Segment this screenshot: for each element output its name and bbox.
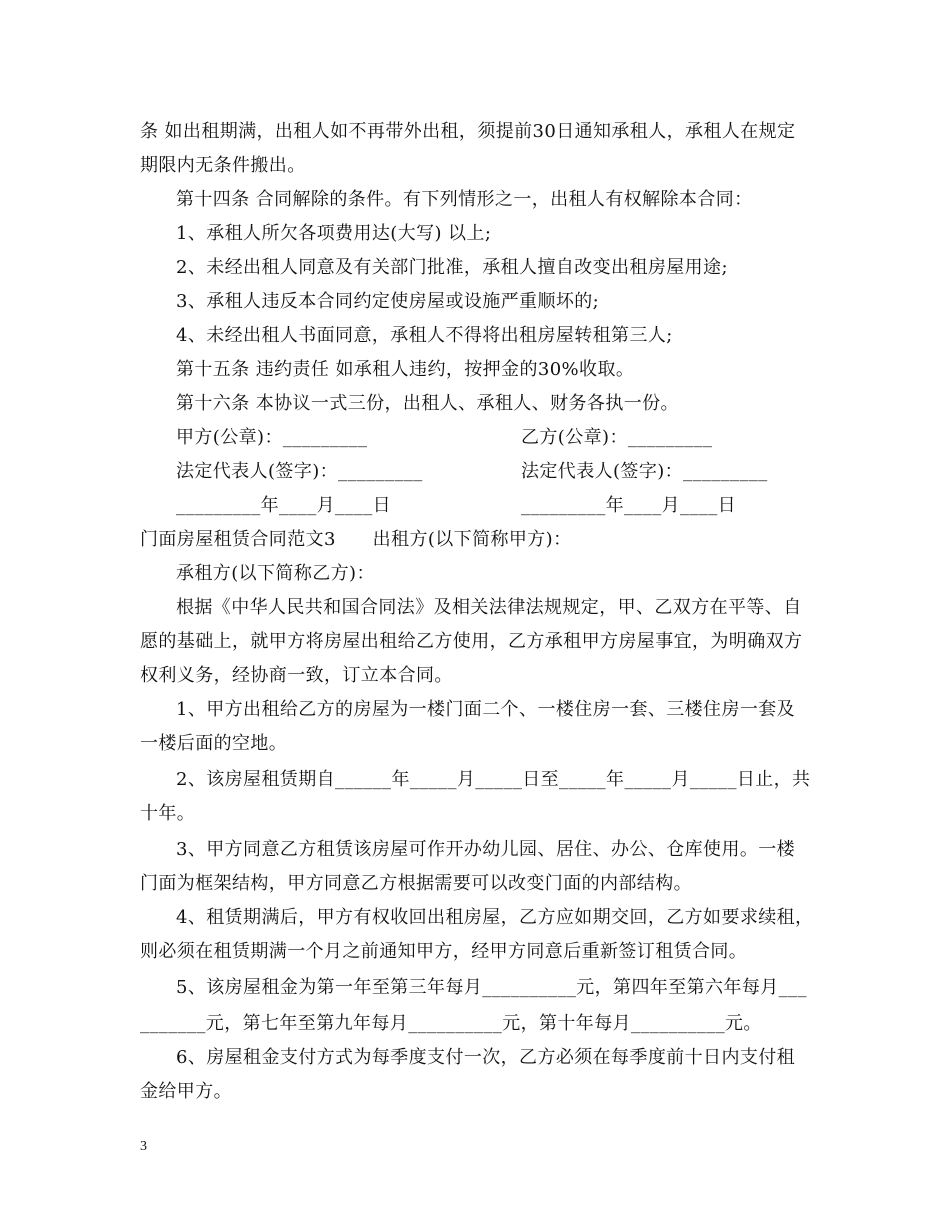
paragraph-line: 4、未经出租人书面同意，承租人不得将出租房屋转租第三人; [176,325,673,346]
paragraph-line: 金给甲方。 [140,1081,232,1102]
paragraph-line: 期限内无条件搬出。 [140,155,306,176]
party-a-seal: 甲方(公章)：_________ [176,427,368,448]
paragraph-line: 3、承租人违反本合同约定使房屋或设施严重顺坏的; [176,291,600,312]
paragraph-line: 门面为框架结构，甲方同意乙方根据需要可以改变门面的内部结构。 [140,873,692,894]
paragraph-line: 十年。 [140,803,196,824]
paragraph-line: 愿的基础上，就甲方将房屋出租给乙方使用，乙方承租甲方房屋事宜，为明确双方 [140,631,803,652]
section-heading: 门面房屋租赁合同范文3 出租方(以下简称甲方)： [140,529,572,550]
paragraph-line: 第十五条 违约责任 如承租人违约，按押金的30%收取。 [176,359,635,380]
paragraph-line: 则必须在租赁期满一个月之前通知甲方，经甲方同意后重新签订租赁合同。 [140,941,748,962]
paragraph-line: 4、租赁期满后，甲方有权收回出租房屋，乙方应如期交回，乙方如要求续租， [176,907,814,928]
paragraph-line: 3、甲方同意乙方租赁该房屋可作开办幼儿园、居住、办公、仓库使用。一楼 [176,839,796,860]
page-number: 3 [140,1139,147,1154]
party-a-date: _________年____月____日 [176,495,391,516]
paragraph-line: 6、房屋租金支付方式为每季度支付一次，乙方必须在每季度前十日内支付租 [176,1047,796,1068]
paragraph-line: 权利义务，经协商一致，订立本合同。 [140,665,453,686]
party-b-representative: 法定代表人(签字)：_________ [521,461,768,482]
party-b-seal: 乙方(公章)：_________ [521,427,713,448]
paragraph-line: 1、承租人所欠各项费用达(大写) 以上; [176,223,492,244]
paragraph-line: 承租方(以下简称乙方)： [176,563,375,584]
paragraph-line: 第十六条 本协议一式三份，出租人、承租人、财务各执一份。 [176,393,679,414]
paragraph-line: 2、该房屋租赁期自______年_____月_____日至_____年_____月_____日止，共 [176,769,811,790]
paragraph-line: _______元，第七年至第九年每月__________元，第十年每月__________元。 [140,1013,762,1034]
paragraph-line: 一楼后面的空地。 [140,733,288,754]
paragraph-line: 5、该房屋租金为第一年至第三年每月__________元，第四年至第六年每月___ [176,977,807,998]
paragraph-line: 2、未经出租人同意及有关部门批准，承租人擅自改变出租房屋用途; [176,257,728,278]
paragraph-line: 1、甲方出租给乙方的房屋为一楼门面二个、一楼住房一套、三楼住房一套及 [176,699,796,720]
paragraph-line: 第十四条 合同解除的条件。有下列情形之一，出租人有权解除本合同： [176,189,753,210]
paragraph-line: 根据《中华人民共和国合同法》及相关法律法规规定，甲、乙双方在平等、自 [176,597,802,618]
party-a-representative: 法定代表人(签字)：_________ [176,461,423,482]
paragraph-line: 条 如出租期满，出租人如不再带外出租，须提前30日通知承租人，承租人在规定 [140,121,796,142]
party-b-date: _________年____月____日 [521,495,736,516]
